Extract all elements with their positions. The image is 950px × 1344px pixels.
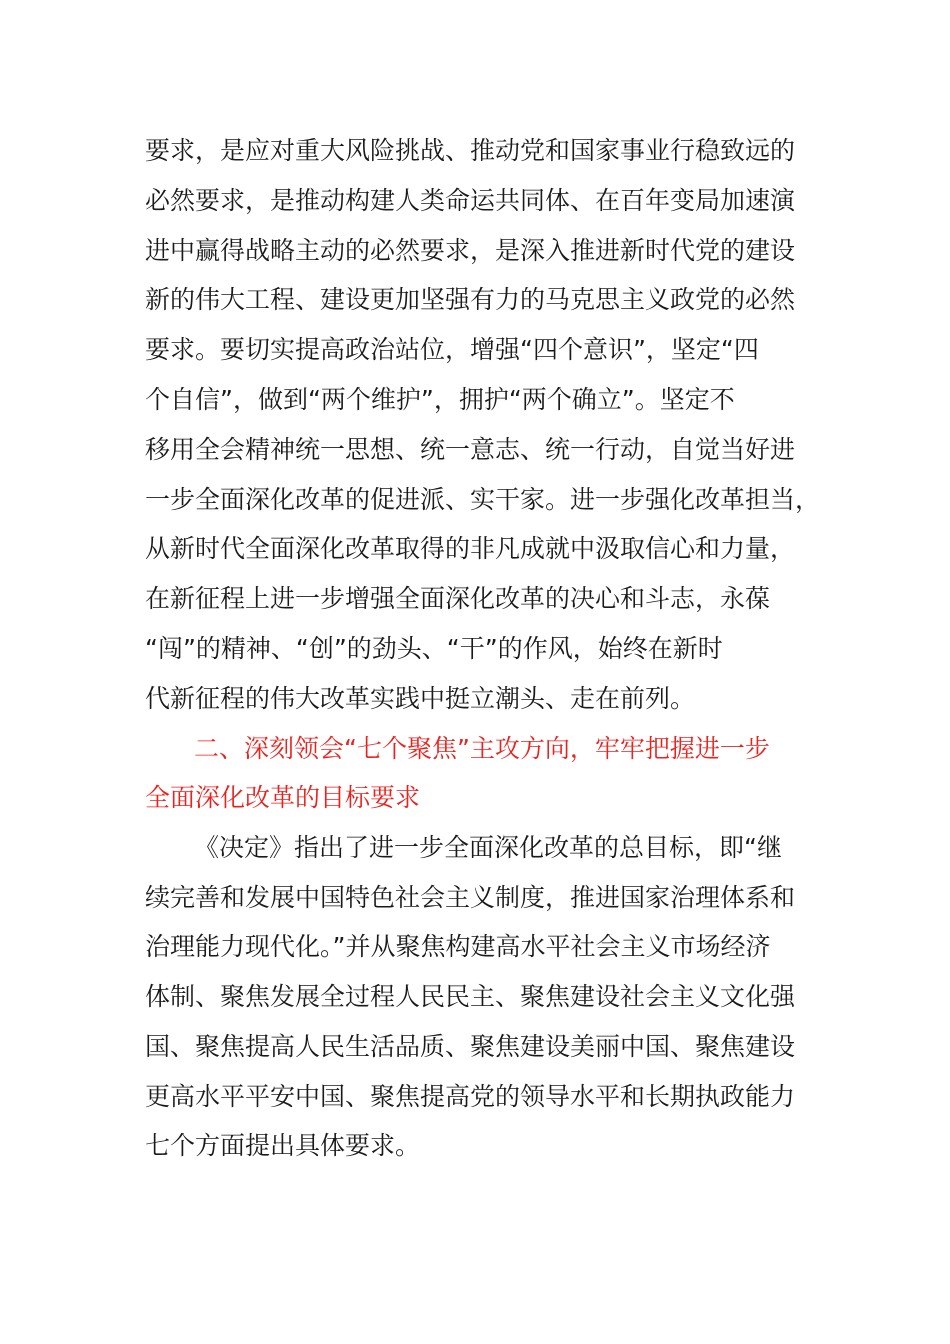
section-heading: 二、深刻领会“七个聚焦”主攻方向，牢牢把握进一步 [194, 734, 770, 763]
paragraph-line: 移用全会精神统一思想、统一意志、统一行动，自觉当好进 [145, 435, 796, 464]
paragraph-line: 从新时代全面深化改革取得的非凡成就中汲取信心和力量， [145, 534, 796, 563]
paragraph-line: 更高水平平安中国、聚焦提高党的领导水平和长期执政能力 [145, 1082, 796, 1111]
paragraph-line: “闯”的精神、“创”的劲头、“干”的作风，始终在新时 [145, 634, 723, 663]
paragraph-line: 《决定》指出了进一步全面深化改革的总目标，即“继 [194, 833, 782, 862]
section-heading: 全面深化改革的目标要求 [145, 783, 421, 812]
paragraph-line: 一步全面深化改革的促进派、实干家。进一步强化改革担当， [145, 485, 821, 514]
paragraph-line: 代新征程的伟大改革实践中挺立潮头、走在前列。 [145, 684, 696, 713]
paragraph-line: 要求，是应对重大风险挑战、推动党和国家事业行稳致远的 [145, 136, 796, 165]
paragraph-line: 体制、聚焦发展全过程人民民主、聚焦建设社会主义文化强 [145, 982, 796, 1011]
paragraph-line: 续完善和发展中国特色社会主义制度，推进国家治理体系和 [145, 883, 796, 912]
paragraph-line: 要求。要切实提高政治站位，增强“四个意识”，坚定“四 [145, 335, 759, 364]
paragraph-line: 个自信”，做到“两个维护”，拥护“两个确立”。坚定不 [145, 385, 735, 414]
paragraph-line: 国、聚焦提高人民生活品质、聚焦建设美丽中国、聚焦建设 [145, 1032, 796, 1061]
paragraph-line: 在新征程上进一步增强全面深化改革的决心和斗志，永葆 [145, 584, 771, 613]
paragraph-line: 治理能力现代化。”并从聚焦构建高水平社会主义市场经济 [145, 932, 771, 961]
paragraph-line: 进中赢得战略主动的必然要求，是深入推进新时代党的建设 [145, 236, 796, 265]
paragraph-line: 七个方面提出具体要求。 [145, 1131, 421, 1160]
paragraph-line: 必然要求，是推动构建人类命运共同体、在百年变局加速演 [145, 186, 796, 215]
paragraph-line: 新的伟大工程、建设更加坚强有力的马克思主义政党的必然 [145, 285, 796, 314]
